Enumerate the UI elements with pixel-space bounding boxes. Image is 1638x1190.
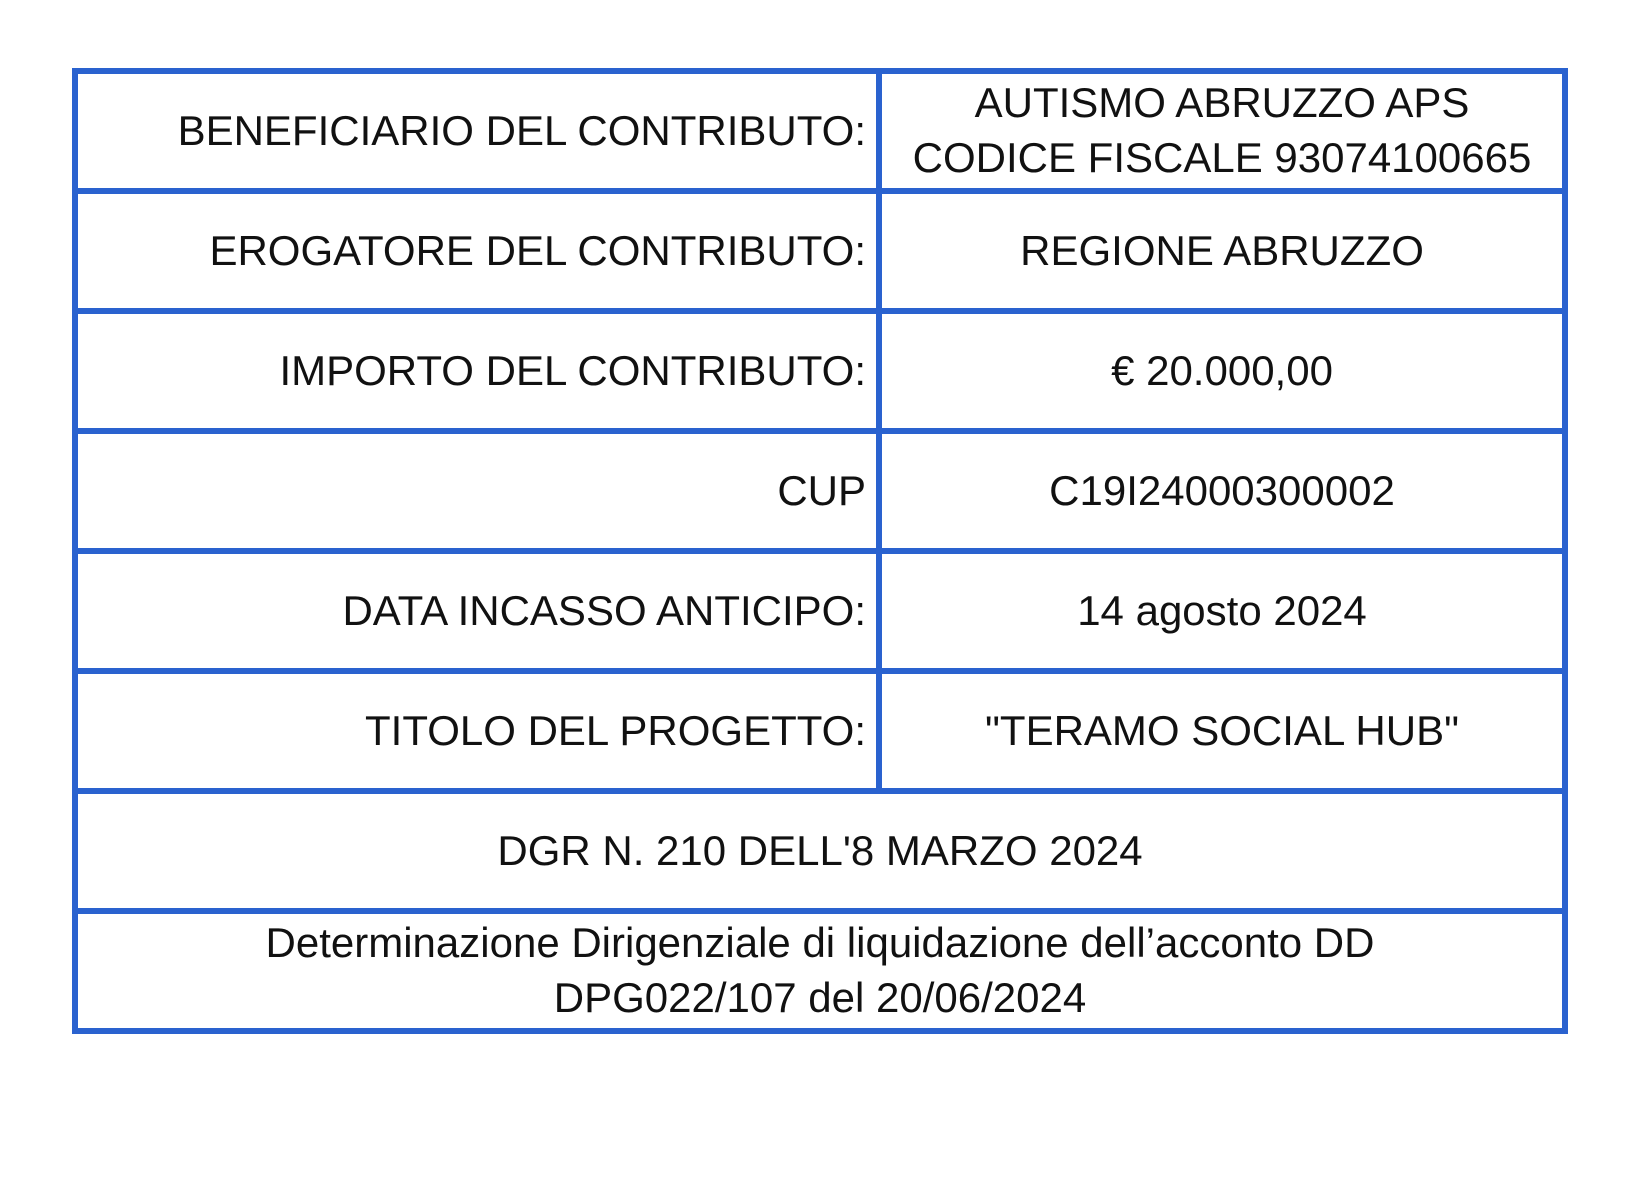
determinazione-line-1: Determinazione Dirigenziale di liquidazione dell’acconto DD [265,919,1375,967]
data-incasso-label: DATA INCASSO ANTICIPO: [75,551,879,671]
erogatore-value: REGIONE ABRUZZO [879,191,1565,311]
table-row-importo [75,311,1565,431]
titolo-value: "TERAMO SOCIAL HUB" [879,671,1565,791]
importo-label: IMPORTO DEL CONTRIBUTO: [75,311,879,431]
dgr-text: DGR N. 210 DELL'8 MARZO 2024 [75,791,1565,911]
beneficiario-name: AUTISMO ABRUZZO APS [974,79,1470,127]
table-row-data-incasso [75,551,1565,671]
table-row-erogatore [75,191,1565,311]
beneficiario-value [879,71,1565,191]
table-row-cup [75,431,1565,551]
table-row-titolo [75,671,1565,791]
table-row-beneficiario [75,71,1565,191]
beneficiario-fiscal-code: CODICE FISCALE 93074100665 [912,134,1532,181]
table-row-dgr [75,791,1565,911]
table-row-determinazione [75,911,1565,1031]
importo-value: € 20.000,00 [879,311,1565,431]
determinazione-line-2: DPG022/107 del 20/06/2024 [553,974,1087,1021]
beneficiario-label: BENEFICIARIO DEL CONTRIBUTO: [75,71,879,191]
titolo-label: TITOLO DEL PROGETTO: [75,671,879,791]
cup-value: C19I24000300002 [879,431,1565,551]
determinazione-text [75,911,1565,1031]
data-incasso-value: 14 agosto 2024 [879,551,1565,671]
erogatore-label: EROGATORE DEL CONTRIBUTO: [75,191,879,311]
cup-label: CUP [75,431,879,551]
contribution-info-table [72,68,1568,1034]
